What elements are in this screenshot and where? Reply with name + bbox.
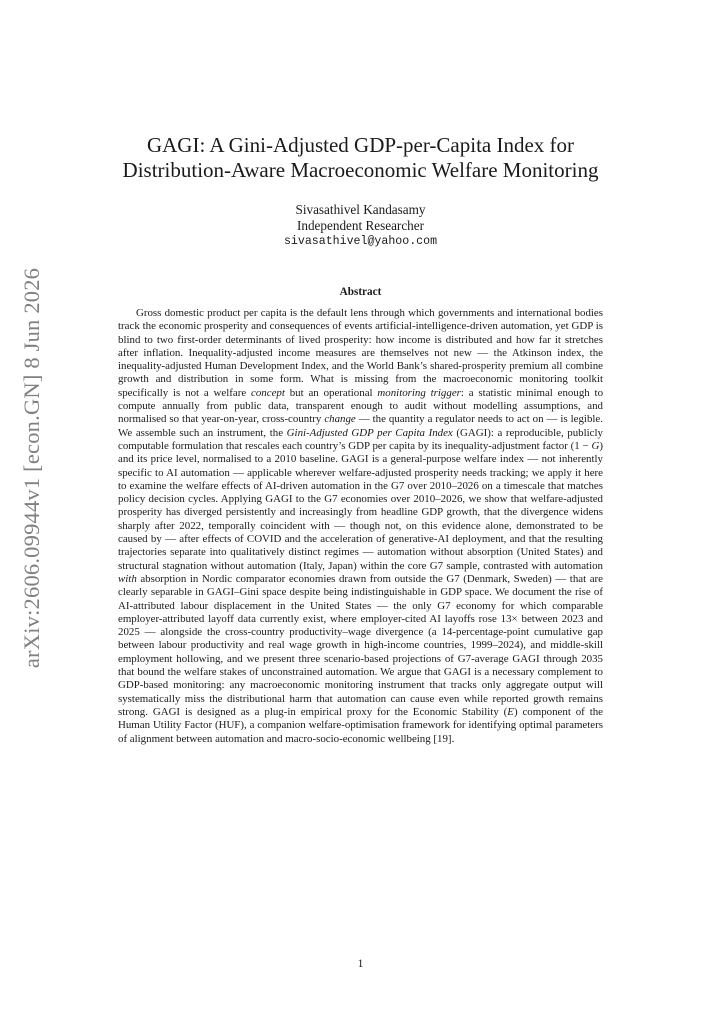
abstract-math-symbol: E xyxy=(507,705,514,718)
abstract-heading: Abstract xyxy=(339,286,382,298)
title-line-2: Distribution-Aware Macroeconomic Welfare Monitoring xyxy=(122,158,599,182)
abstract-text: Gross domestic product per capita is the default lens through which governments and international bodies track the economic prosperity and consequences of events artificial-intelligence-driven automation, yet GDP is blind to two first-order determinants of lived prosperity: how income is distributed and how far it stretches after inflation. Inequality-adjusted income measures are themselves not new — the Atkinson index, the inequality-adjusted Human Development Index, and the World Bank’s shared-prosperity premium all combine growth and distribution in some form. What is missing from the macroeconomic monitoring toolkit specifically is not a welfare xyxy=(118,307,603,399)
abstract-emphasis: change xyxy=(324,413,356,426)
abstract-text: : a statistic minimal enough to compute annually from public data, transparent enough to audit without modelling assumptions, and normalised so that year-on-year, cross-country xyxy=(118,386,604,426)
author-email: sivasathivel@yahoo.com xyxy=(283,235,438,248)
author-block xyxy=(200,202,521,250)
abstract-text: but an operational xyxy=(284,386,378,399)
abstract-text: (GAGI): a reproducible, publicly computable formulation that rescales each country’s GDP per capita by its inequality-adjustment factor (1 − xyxy=(118,426,603,452)
abstract-text: absorption in Nordic comparator economies drawn from outside the G7 (Denmark, Sweden) — that are clearly separable in GAGI–Gini space despite being indistinguishable in GDP space. We document the rise of AI-attributed labour displacement in the United States — the only G7 economy for which comparable employer-attributed layoff data currently exist, where employer-cited AI layoffs rose 13× between 2023 and 2025 — alongside the cross-country productivity–wage divergence (a 14-percentage-point cumulative gap between labour productivity and real wage growth in high-income countries, 1999–2024), and middle-skill employment hollowing, and we present three scenario-based projections of G7-average GAGI through 2035 that bound the welfare stakes of unconstrained automation. We argue that GAGI is a necessary complement to GDP-based monitoring: any macroeconomic monitoring instrument that tracks only aggregate output will systematically miss the distributional harm that automation can cause even while reported growth remains strong. GAGI is designed as a plug-in empirical proxy for the Economic Stability ( xyxy=(118,572,603,718)
paper-title xyxy=(80,133,641,183)
abstract-text: ) component of the Human Utility Factor (HUF), a companion welfare-optimisation framework for identifying optimal parameters of alignment between automation and macro-socio-economic wellbeing [19]. xyxy=(118,705,603,745)
author-name: Sivasathivel Kandasamy xyxy=(295,202,426,217)
abstract-emphasis: concept xyxy=(251,386,285,399)
abstract-emphasis: monitoring trigger xyxy=(377,386,461,399)
arxiv-identifier-text: arXiv:2606.09944v1 [econ.GN] 8 Jun 2026 xyxy=(19,267,44,668)
abstract-math-symbol: G xyxy=(591,439,600,452)
abstract-emphasis: with xyxy=(118,572,137,585)
abstract-body xyxy=(118,307,603,746)
page-number: 1 xyxy=(357,958,364,970)
title-line-1: GAGI: A Gini-Adjusted GDP-per-Capita Index for xyxy=(146,133,575,157)
arxiv-identifier-stamp xyxy=(12,267,52,668)
abstract-text: — the quantity a regulator needs to act on — is legible. We assemble such an instrument, the xyxy=(118,413,603,439)
abstract-text: ) and its price level, normalised to a 2010 baseline. GAGI is a general-purpose welfare index — not inherently specific to AI automation — applicable wherever welfare-adjusted prosperity needs tracking; we apply it here to examine the welfare effects of AI-driven automation in the G7 over 2010–2026 on a timescale that matches policy decision cycles. Applying GAGI to the G7 economies over 2010–2026, we show that welfare-adjusted prosperity has diverged persistently and increasingly from headline GDP growth, that the divergence widens sharply after 2022, temporally coincident with — though not, on this evidence alone, demonstrated to be caused by — after effects of COVID and the acceleration of generative-AI deployment, and that the resulting trajectories separate into qualitatively distinct regimes — automation without absorption (United States) and structural stagnation without automation (Italy, Japan) within the core G7 sample, contrasted with automation xyxy=(118,439,603,572)
author-affiliation: Independent Researcher xyxy=(296,218,425,233)
abstract-emphasis: Gini-Adjusted GDP per Capita Index xyxy=(286,426,453,439)
